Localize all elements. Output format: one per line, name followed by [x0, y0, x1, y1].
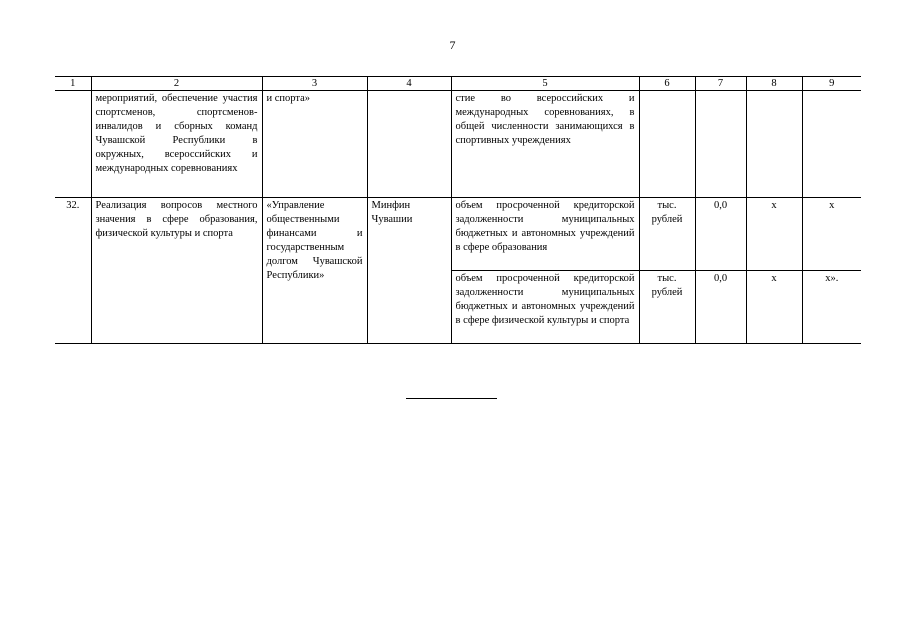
- program-cell: и спорта»: [262, 91, 367, 198]
- column-numbers-row: [55, 77, 861, 91]
- end-rule: [406, 398, 497, 399]
- executor-cell: [367, 91, 451, 198]
- row-number-cell: [55, 91, 91, 198]
- indicator-cell: объем просроченной кредиторской задолженности муниципальных бюджетных и автономных учреждений в сфере физической культуры и спорта: [451, 271, 639, 344]
- value-cell: х: [746, 271, 802, 344]
- unit-cell: тыс. рублей: [639, 271, 695, 344]
- column-header: 3: [262, 77, 367, 91]
- column-header: 9: [802, 77, 861, 91]
- value-cell: 0,0: [695, 198, 746, 271]
- table-row-continuation: [55, 91, 861, 198]
- event-name-cell: мероприятий, обеспечение участия спортсменов, спортсменов-инвалидов и сборных команд Чувашской Республики в окружных, всероссийских и международных соревнованиях: [91, 91, 262, 198]
- column-header: 1: [55, 77, 91, 91]
- column-header: 4: [367, 77, 451, 91]
- event-name-cell: Реализация вопросов местного значения в сфере образования, физической культуры и спорта: [91, 198, 262, 344]
- value-cell: х: [746, 198, 802, 271]
- column-header: 5: [451, 77, 639, 91]
- table-row-32: [55, 198, 861, 271]
- value-cell: х: [802, 198, 861, 271]
- value-cell: [802, 91, 861, 198]
- value-cell: [695, 91, 746, 198]
- column-header: 7: [695, 77, 746, 91]
- row-number-cell: 32.: [55, 198, 91, 344]
- unit-cell: тыс. рублей: [639, 198, 695, 271]
- value-cell: х».: [802, 271, 861, 344]
- column-header: 2: [91, 77, 262, 91]
- indicator-cell: стие во всероссийских и международных соревнованиях, в общей численности занимающихся в спортивных учреждениях: [451, 91, 639, 198]
- column-header: 6: [639, 77, 695, 91]
- program-cell: «Управление общественными финансами и государственным долгом Чувашской Республики»: [262, 198, 367, 344]
- page-number: 7: [449, 38, 456, 52]
- executor-cell: Минфин Чувашии: [367, 198, 451, 344]
- unit-cell: [639, 91, 695, 198]
- indicator-cell: объем просроченной кредиторской задолженности муниципальных бюджетных и автономных учреждений в сфере образования: [451, 198, 639, 271]
- indicators-table: [55, 76, 861, 344]
- column-header: 8: [746, 77, 802, 91]
- value-cell: [746, 91, 802, 198]
- value-cell: 0,0: [695, 271, 746, 344]
